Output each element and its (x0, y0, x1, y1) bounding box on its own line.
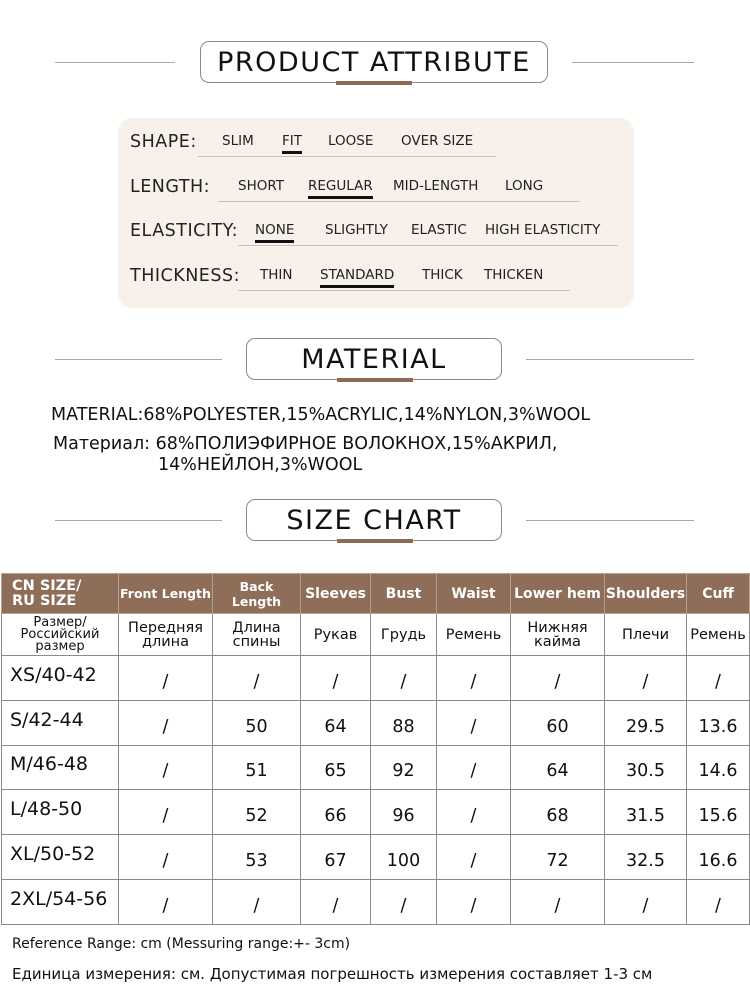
measure-cell: / (371, 656, 437, 701)
measure-cell: 29.5 (605, 700, 687, 745)
table-header-ru (2, 614, 750, 656)
attr-label: THICKNESS: (130, 266, 240, 286)
measure-cell: 100 (371, 835, 437, 880)
attr-row-line (238, 290, 570, 291)
measure-cell: 72 (511, 835, 605, 880)
attr-option: THICK (422, 267, 463, 283)
attr-option: LOOSE (328, 133, 374, 149)
header-col: Bust (371, 574, 437, 614)
header-ru-col: Грудь (371, 614, 437, 656)
measure-cell: 31.5 (605, 790, 687, 835)
attr-option: THIN (260, 267, 293, 283)
attr-option: SHORT (238, 178, 284, 194)
divider-line-left (55, 359, 222, 360)
header-size: CN SIZE/ RU SIZE (2, 574, 119, 614)
table-row (2, 879, 750, 924)
attr-option-selected: STANDARD (320, 267, 395, 283)
attr-label: ELASTICITY: (130, 221, 238, 241)
size-cell: XS/40-42 (2, 656, 119, 701)
reference-range-note: Reference Range: cm (Messuring range:+- 3cm) (12, 936, 351, 952)
header-col: Shoulders (605, 574, 687, 614)
attr-label: LENGTH: (130, 177, 211, 197)
material-ru-value-1: 68%ПОЛИЭФИРНОЕ ВОЛОКНОХ,15%АКРИЛ, (155, 434, 558, 454)
title-underline (336, 81, 412, 85)
product-attribute-heading (0, 41, 750, 101)
measure-cell: / (437, 745, 511, 790)
table-row (2, 745, 750, 790)
attr-option: HIGH ELASTICITY (485, 222, 601, 238)
attr-row-line (198, 156, 496, 157)
measure-cell: 14.6 (687, 745, 750, 790)
measure-cell: 53 (213, 835, 301, 880)
measure-cell: 51 (213, 745, 301, 790)
header-ru-col: Ремень (437, 614, 511, 656)
reference-range-note-ru: Единица измерения: см. Допустимая погрешность измерения составляет 1-3 см (12, 965, 653, 983)
header-ru-col: Передняя длина (119, 614, 213, 656)
measure-cell: / (605, 656, 687, 701)
size-cell: 2XL/54-56 (2, 879, 119, 924)
measure-cell: / (213, 656, 301, 701)
measure-cell: / (119, 835, 213, 880)
measure-cell: / (301, 656, 371, 701)
attr-row-shape (118, 130, 634, 160)
measure-cell: 66 (301, 790, 371, 835)
measure-cell: 50 (213, 700, 301, 745)
measure-cell: 64 (511, 745, 605, 790)
size-cell: XL/50-52 (2, 835, 119, 880)
attr-row-line (238, 245, 618, 246)
measure-cell: / (119, 879, 213, 924)
attr-option-selected: REGULAR (308, 178, 373, 194)
measure-cell: 13.6 (687, 700, 750, 745)
material-en-value: 68%POLYESTER,15%ACRYLIC,14%NYLON,3%WOOL (143, 405, 591, 425)
size-cell: S/42-44 (2, 700, 119, 745)
measure-cell: / (511, 656, 605, 701)
attr-option: LONG (505, 178, 544, 194)
measure-cell: / (119, 745, 213, 790)
section-title: PRODUCT ATTRIBUTE (200, 41, 548, 83)
header-col: Front Length (119, 574, 213, 614)
measure-cell: / (371, 879, 437, 924)
title-underline (337, 539, 413, 543)
size-cell: L/48-50 (2, 790, 119, 835)
header-col: Cuff (687, 574, 750, 614)
measure-cell: / (437, 700, 511, 745)
attr-option: SLIGHTLY (325, 222, 388, 238)
divider-line-right (526, 359, 694, 360)
header-col: Sleeves (301, 574, 371, 614)
size-table (1, 573, 750, 925)
measure-cell: / (437, 656, 511, 701)
attr-row-length (118, 175, 634, 205)
attr-option: OVER SIZE (401, 133, 474, 149)
measure-cell: / (437, 835, 511, 880)
section-title: MATERIAL (246, 338, 502, 380)
header-ru-col: Рукав (301, 614, 371, 656)
attr-row-line (218, 201, 580, 202)
divider-line-right (526, 520, 694, 521)
table-row (2, 790, 750, 835)
attr-option: ELASTIC (411, 222, 467, 238)
measure-cell: 88 (371, 700, 437, 745)
measure-cell: 96 (371, 790, 437, 835)
material-ru-value-2: 14%НЕЙЛОН,3%WOOL (158, 455, 363, 475)
measure-cell: / (301, 879, 371, 924)
measure-cell: 15.6 (687, 790, 750, 835)
measure-cell: 60 (511, 700, 605, 745)
measure-cell: 52 (213, 790, 301, 835)
measure-cell: 32.5 (605, 835, 687, 880)
header-ru-col: Нижняя кайма (511, 614, 605, 656)
measure-cell: / (437, 879, 511, 924)
table-row (2, 656, 750, 701)
measure-cell: / (213, 879, 301, 924)
header-ru-size: Размер/ Российский размер (2, 614, 119, 656)
header-ru-col: Длина спины (213, 614, 301, 656)
material-ru-label: Материал: (53, 434, 151, 454)
size-chart-heading (0, 499, 750, 559)
measure-cell: 64 (301, 700, 371, 745)
material-heading (0, 338, 750, 398)
attr-row-thickness (118, 264, 634, 294)
measure-cell: / (605, 879, 687, 924)
material-en (51, 405, 590, 425)
measure-cell: 30.5 (605, 745, 687, 790)
measure-cell: 65 (301, 745, 371, 790)
divider-line-left (55, 62, 175, 63)
header-col: Lower hem (511, 574, 605, 614)
attr-row-elasticity (118, 219, 634, 249)
measure-cell: 68 (511, 790, 605, 835)
attr-option-selected: NONE (255, 222, 295, 238)
measure-cell: / (511, 879, 605, 924)
attr-option: THICKEN (484, 267, 544, 283)
attribute-panel (118, 118, 634, 308)
size-cell: M/46-48 (2, 745, 119, 790)
divider-line-right (572, 62, 694, 63)
material-en-label: MATERIAL: (51, 405, 144, 425)
section-title: SIZE CHART (246, 499, 502, 541)
table-row (2, 700, 750, 745)
attr-option: SLIM (222, 133, 254, 149)
attr-option-selected: FIT (282, 133, 302, 149)
header-col: Waist (437, 574, 511, 614)
measure-cell: 67 (301, 835, 371, 880)
header-ru-col: Плечи (605, 614, 687, 656)
table-row (2, 835, 750, 880)
measure-cell: / (687, 879, 750, 924)
title-underline (337, 378, 413, 382)
measure-cell: 16.6 (687, 835, 750, 880)
measure-cell: / (437, 790, 511, 835)
header-ru-col: Ремень (687, 614, 750, 656)
table-header-en (2, 574, 750, 614)
divider-line-left (55, 520, 222, 521)
attr-option: MID-LENGTH (393, 178, 479, 194)
attr-label: SHAPE: (130, 132, 197, 152)
measure-cell: 92 (371, 745, 437, 790)
header-col: Back Length (213, 574, 301, 614)
material-ru (53, 434, 558, 454)
measure-cell: / (119, 656, 213, 701)
measure-cell: / (687, 656, 750, 701)
measure-cell: / (119, 700, 213, 745)
measure-cell: / (119, 790, 213, 835)
